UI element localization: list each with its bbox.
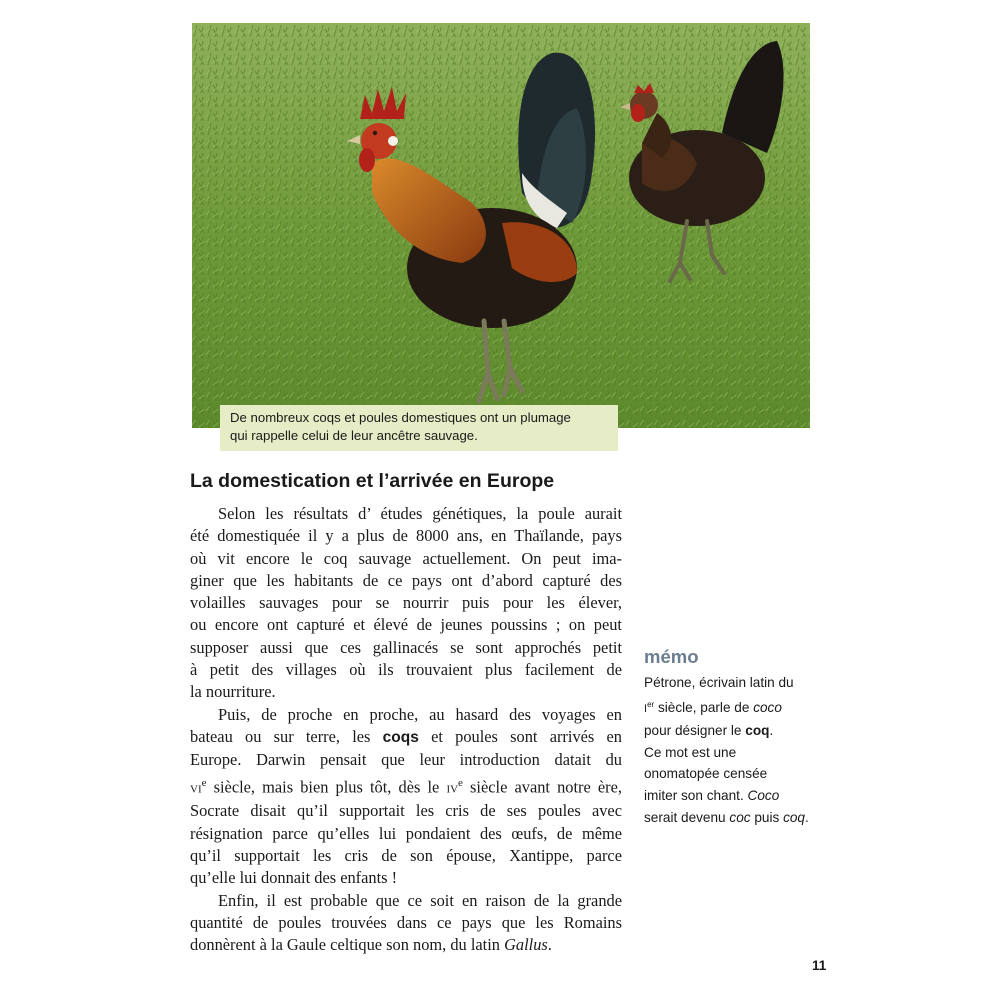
- memo-title: mémo: [644, 646, 699, 667]
- text-run: puis: [750, 809, 784, 825]
- text-line: Enfin, il est probable que ce soit en raison de la grande: [218, 890, 622, 910]
- rooster-and-hen-photo: [192, 23, 810, 428]
- text-line: Puis, de proche en proche, au hasard des voyages en: [218, 704, 622, 724]
- memo-line: Pétrone, écrivain latin du: [644, 675, 794, 690]
- italic-word-gallus: Gallus: [504, 935, 548, 955]
- text-line: résignation parce qu’elles lui pondaient des œufs, de même: [190, 823, 622, 843]
- memo-line: [644, 807, 824, 829]
- text-line: où vit encore le coq sauvage actuellement. On peut ima-: [190, 548, 622, 568]
- memo-line: Ce mot est une: [644, 744, 737, 760]
- memo-text: [644, 672, 824, 828]
- text-run: et poules sont arrivés en: [418, 726, 622, 746]
- text-line: Selon les résultats d’ études génétiques, la poule aurait: [218, 504, 622, 523]
- text-line: Europe. Darwin pensait que leur introduction datait du: [190, 750, 622, 770]
- caption-line-2: qui rappelle celui de leur ancêtre sauvage.: [230, 428, 478, 443]
- italic-word: coc: [729, 809, 751, 825]
- text-line: qu’il supportait les cris de son épouse, Xantippe, parce: [190, 845, 622, 865]
- text-run: pour désigner le: [644, 723, 746, 739]
- text-run: donnèrent à la Gaule celtique son nom, du latin: [190, 935, 505, 955]
- roman-numeral: IV: [446, 783, 459, 796]
- text-run: siècle, mais bien plus tôt, dès le: [206, 777, 447, 797]
- text-line: été domestiquée il y a plus de 8000 ans, en Thaïlande, pays: [190, 526, 622, 546]
- superscript: e: [458, 776, 463, 789]
- text-line: la nourriture.: [190, 682, 276, 702]
- roman-numeral: VI: [190, 783, 202, 796]
- main-text: [190, 503, 622, 956]
- text-run: siècle, parle de: [654, 699, 754, 715]
- photo-caption: [220, 405, 618, 451]
- text-line: [190, 726, 622, 749]
- italic-word: Coco: [747, 787, 780, 803]
- bold-word-coqs: coqs: [382, 728, 419, 746]
- superscript: er: [647, 699, 655, 709]
- caption-line-1: De nombreux coqs et poules domestiques ont un plumage: [230, 410, 571, 425]
- section-heading: La domestication et l’arrivée en Europe: [190, 470, 555, 492]
- text-line: quantité de poules trouvées dans ce pays que les Romains: [190, 912, 622, 932]
- roman-numeral: I: [644, 702, 648, 715]
- text-run: .: [769, 723, 774, 739]
- italic-word: coco: [753, 699, 782, 715]
- text-line: [190, 934, 622, 956]
- text-line: volailles sauvages pour se nourrir puis pour les élever,: [190, 593, 622, 613]
- text-run: .: [804, 809, 809, 825]
- memo-line: [644, 785, 824, 807]
- text-line: ou encore ont capturé et élevé de jeunes poussins ; on peut: [190, 615, 622, 635]
- text-run: serait devenu: [644, 809, 730, 825]
- page-number: 11: [812, 958, 827, 973]
- text-run: bateau ou sur terre, les: [190, 726, 383, 746]
- text-line: supposer aussi que ces gallinacés se sont approchés petit: [190, 637, 622, 657]
- superscript: e: [201, 776, 207, 789]
- text-run: siècle avant notre ère,: [462, 777, 622, 797]
- text-line: [190, 772, 622, 801]
- text-line: giner que les habitants de ce pays ont d’abord capturé des: [190, 570, 622, 590]
- text-run: .: [547, 935, 552, 955]
- text-line: à petit des villages où ils trouvaient plus facilement de: [190, 660, 622, 680]
- memo-line: [644, 720, 824, 742]
- text-line: Socrate disait qu’il supportait les cris de ses poules avec: [190, 801, 622, 821]
- memo-line: onomatopée censée: [644, 766, 768, 782]
- text-line: qu’elle lui donnait des enfants !: [190, 868, 398, 888]
- memo-line: [644, 694, 824, 721]
- text-run: imiter son chant.: [644, 787, 748, 803]
- italic-word: coq: [783, 809, 805, 825]
- bold-word-coq: coq: [745, 723, 770, 739]
